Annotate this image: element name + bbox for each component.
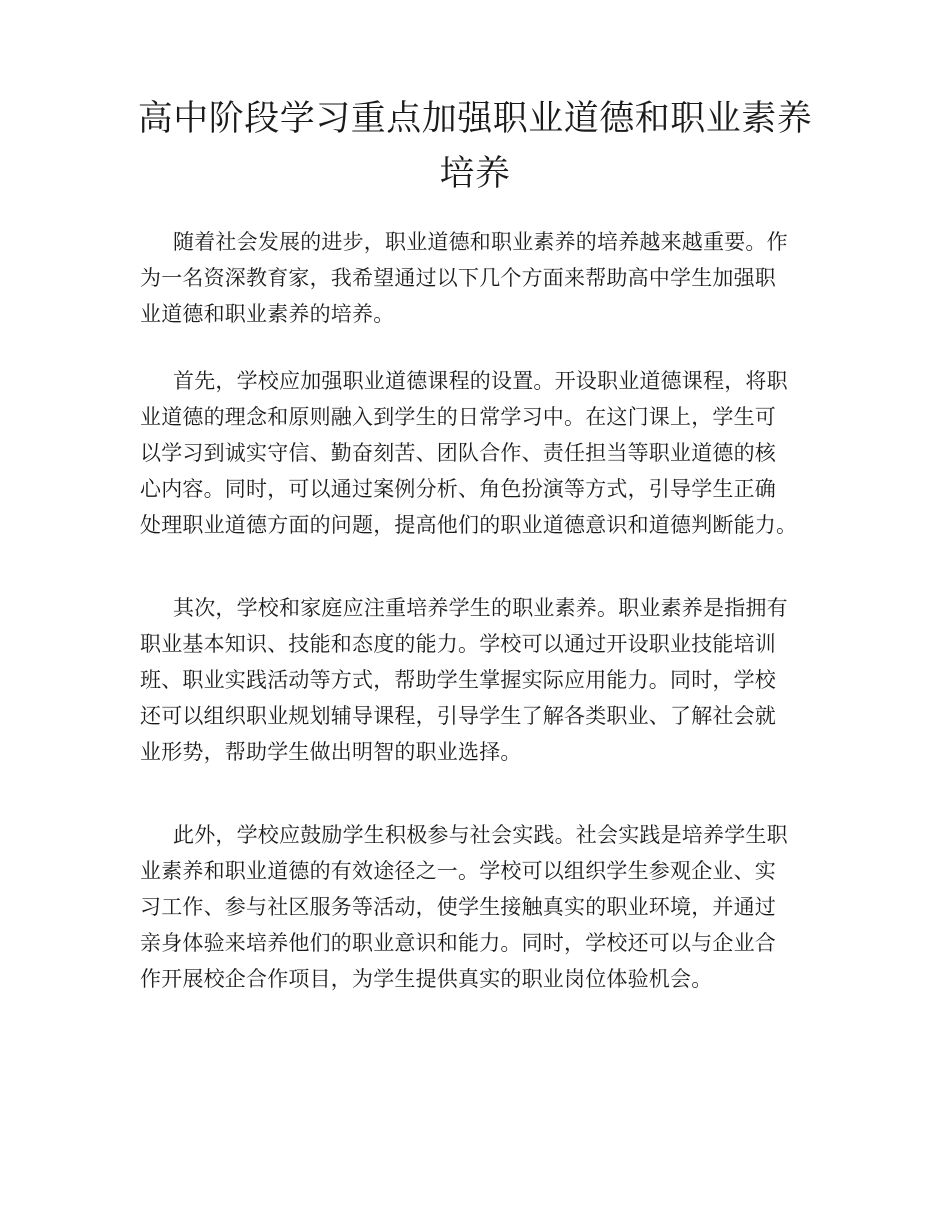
paragraph-line: 班、职业实践活动等方式，帮助学生掌握实际应用能力。同时，学校: [140, 668, 776, 692]
title-line: 高中阶段学习重点加强职业道德和职业素养: [137, 99, 813, 139]
paragraph-line: 业道德的理念和原则融入到学生的日常学习中。在这门课上，学生可: [140, 405, 776, 429]
paragraph-first-point: [140, 363, 840, 543]
paragraph-line: 此外，学校应鼓励学生积极参与社会实践。社会实践是培养学生职: [173, 823, 788, 847]
paragraph-line: 为一名资深教育家，我希望通过以下几个方面来帮助高中学生加强职: [140, 266, 776, 290]
paragraph-second-point: [140, 590, 840, 770]
paragraph-line: 以学习到诚实守信、勤奋刻苦、团队合作、责任担当等职业道德的核: [140, 441, 776, 465]
paragraph-intro: [140, 224, 840, 332]
document-title: [100, 92, 850, 202]
paragraph-line: 作开展校企合作项目，为学生提供真实的职业岗位体验机会。: [140, 967, 713, 991]
paragraph-line: 还可以组织职业规划辅导课程，引导学生了解各类职业、了解社会就: [140, 704, 776, 728]
paragraph-line: 亲身体验来培养他们的职业意识和能力。同时，学校还可以与企业合: [140, 931, 776, 955]
paragraph-third-point: [140, 817, 840, 997]
paragraph-line: 业素养和职业道德的有效途径之一。学校可以组织学生参观企业、实: [140, 859, 776, 883]
paragraph-line: 业形势，帮助学生做出明智的职业选择。: [140, 740, 522, 764]
paragraph-line: 处理职业道德方面的问题，提高他们的职业道德意识和道德判断能力。: [140, 513, 798, 537]
paragraph-line: 首先，学校应加强职业道德课程的设置。开设职业道德课程，将职: [173, 369, 788, 393]
paragraph-line: 业道德和职业素养的培养。: [140, 302, 395, 326]
paragraph-line: 其次，学校和家庭应注重培养学生的职业素养。职业素养是指拥有: [173, 596, 788, 620]
paragraph-line: 随着社会发展的进步，职业道德和职业素养的培养越来越重要。作: [173, 230, 788, 254]
paragraph-line: 习工作、参与社区服务等活动，使学生接触真实的职业环境，并通过: [140, 895, 776, 919]
paragraph-line: 心内容。同时，可以通过案例分析、角色扮演等方式，引导学生正确: [140, 477, 776, 501]
title-line: 培养: [439, 154, 511, 194]
paragraph-line: 职业基本知识、技能和态度的能力。学校可以通过开设职业技能培训: [140, 632, 776, 656]
